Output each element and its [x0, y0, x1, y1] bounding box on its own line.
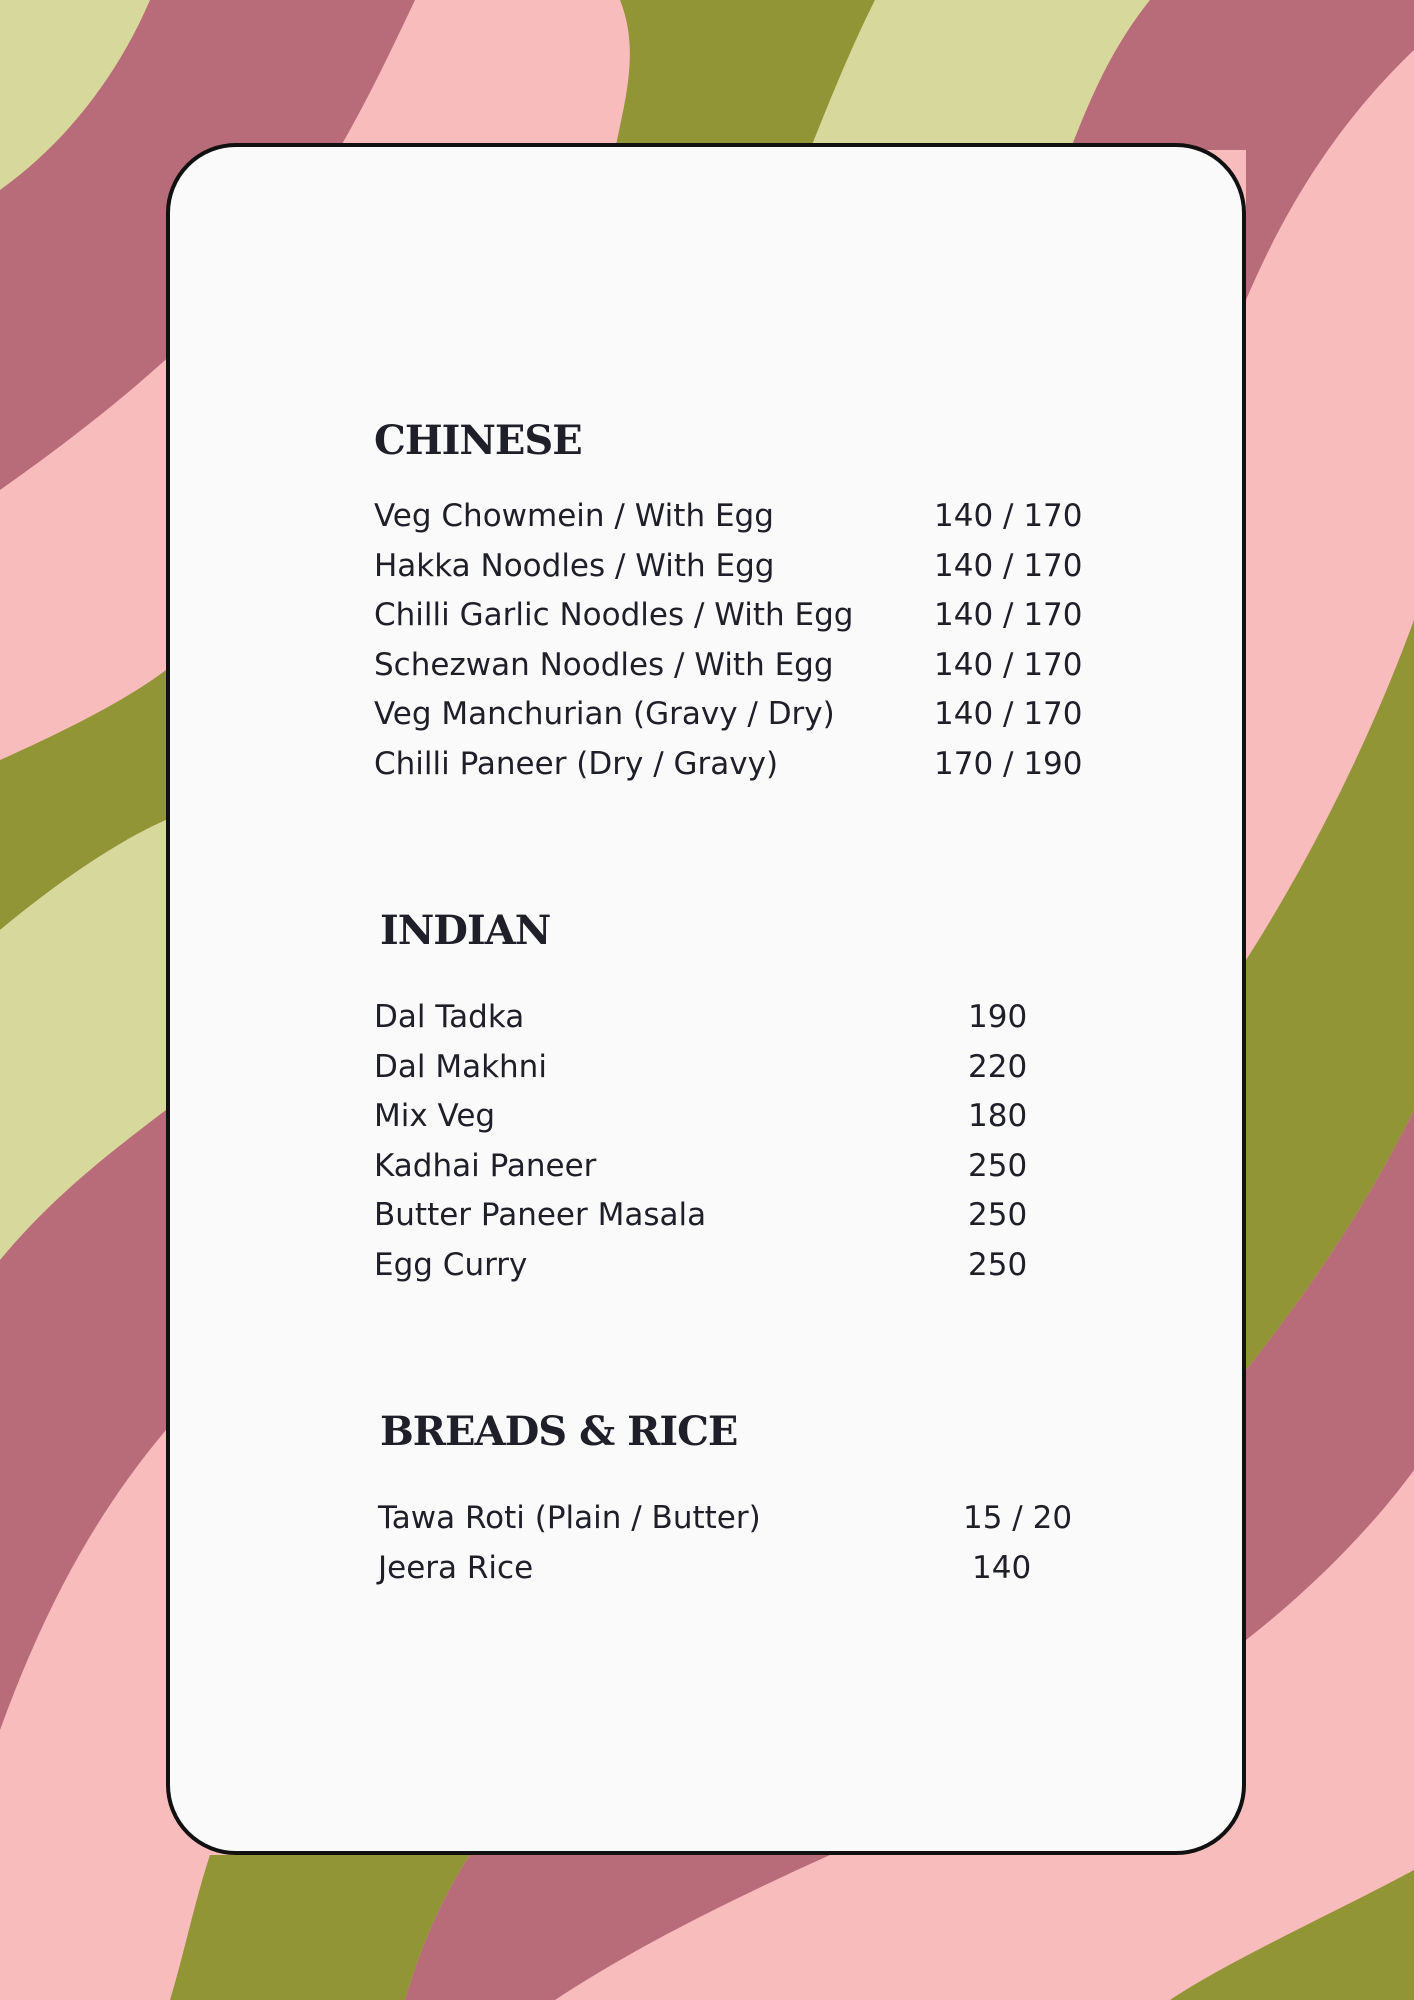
item-name: Veg Manchurian (Gravy / Dry): [374, 696, 835, 732]
item-name: Hakka Noodles / With Egg: [374, 547, 775, 584]
menu-item: [374, 595, 1134, 645]
menu-item: [374, 1146, 1134, 1196]
menu-item: [374, 997, 1134, 1047]
item-name: Veg Chowmein / With Egg: [374, 498, 774, 534]
item-price: 140 / 170: [934, 646, 1083, 683]
section-title-indian: INDIAN: [380, 907, 551, 954]
item-price: 180: [968, 1098, 1028, 1134]
item-price: 140 / 170: [934, 597, 1083, 633]
item-name: Dal Tadka: [374, 999, 525, 1035]
menu-item: [374, 546, 1134, 596]
menu-item: [378, 1548, 1138, 1598]
menu-list-chinese: [374, 496, 1134, 793]
menu-item: [374, 694, 1134, 744]
menu-item: [374, 496, 1134, 546]
menu-list-indian: [374, 997, 1134, 1294]
item-price: 140 / 170: [934, 547, 1083, 584]
item-name: Chilli Paneer (Dry / Gravy): [374, 745, 779, 782]
menu-item: [378, 1498, 1138, 1548]
menu-item: [374, 744, 1134, 794]
section-title-chinese: CHINESE: [374, 417, 582, 464]
item-name: Jeera Rice: [378, 1549, 534, 1586]
item-price: 190: [968, 999, 1028, 1035]
item-price: 140: [972, 1549, 1032, 1586]
item-name: Butter Paneer Masala: [374, 1197, 707, 1233]
menu-item: [374, 1047, 1134, 1097]
item-price: 140 / 170: [934, 498, 1083, 534]
menu-item: [374, 1096, 1134, 1146]
item-price: 250: [968, 1197, 1028, 1233]
menu-item: [374, 1195, 1134, 1245]
menu-item: [374, 645, 1134, 695]
menu-list-breads-rice: [378, 1498, 1138, 1597]
item-name: Schezwan Noodles / With Egg: [374, 646, 834, 683]
menu-card: [166, 143, 1246, 1855]
item-name: Tawa Roti (Plain / Butter): [378, 1500, 761, 1536]
menu-item: [374, 1245, 1134, 1295]
item-price: 170 / 190: [934, 745, 1083, 782]
item-name: Kadhai Paneer: [374, 1147, 597, 1184]
item-name: Dal Makhni: [374, 1048, 547, 1085]
item-price: 250: [968, 1147, 1028, 1184]
item-name: Egg Curry: [374, 1246, 528, 1283]
item-price: 15 / 20: [963, 1500, 1073, 1536]
item-price: 140 / 170: [934, 696, 1083, 732]
section-title-breads-rice: BREADS & RICE: [380, 1408, 738, 1455]
item-price: 250: [968, 1246, 1028, 1283]
item-price: 220: [968, 1048, 1028, 1085]
item-name: Mix Veg: [374, 1098, 496, 1134]
item-name: Chilli Garlic Noodles / With Egg: [374, 597, 854, 633]
